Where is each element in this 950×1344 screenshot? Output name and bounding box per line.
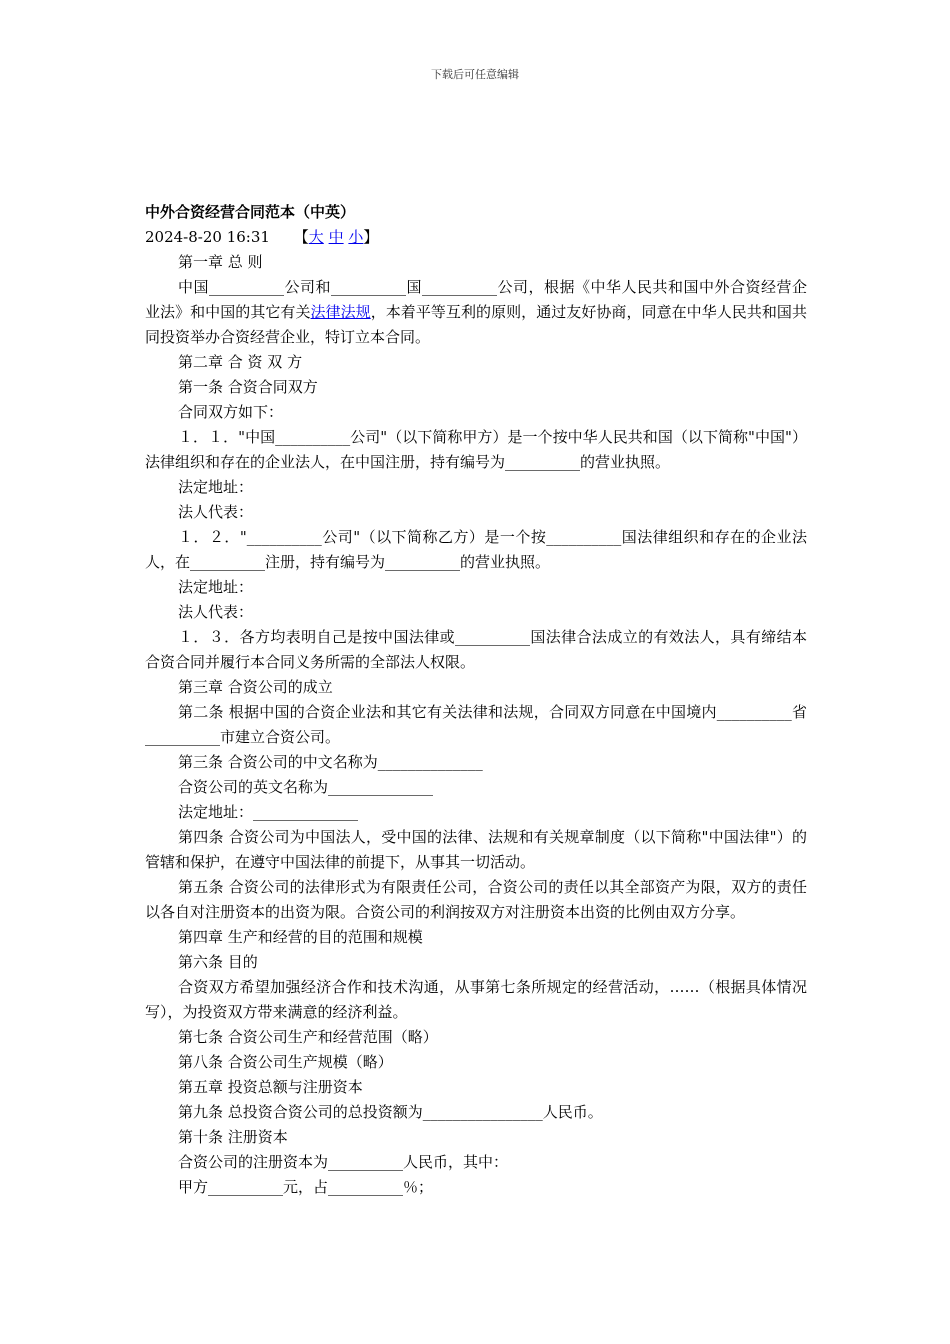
paragraph [145, 275, 807, 350]
clause-1-3: １．３．各方均表明自己是按中国法律或__________国法律合法成立的有效法人，具有缔结本合资合同并履行本合同义务所需的全部法人权限。 [145, 628, 807, 671]
chapter-1-heading: 第一章 总 则 [178, 253, 263, 271]
paragraph-text: ，本着平等互利的原则，通过友好协商，同意在中华人民共和国共同投资举办合资经营企业，特订立本合同。 [145, 303, 807, 346]
article-6-heading: 第六条 目的 [178, 953, 258, 971]
font-size-large-link[interactable]: 大 [308, 228, 324, 246]
article-4: 第四条 合资公司为中国法人，受中国的法律、法规和有关规章制度（以下简称"中国法律"）的管辖和保护，在遵守中国法律的前提下，从事其一切活动。 [145, 828, 807, 871]
article-5: 第五条 合资公司的法律形式为有限责任公司，合资公司的责任以其全部资产为限，双方的责任以各自对注册资本的出资为限。合资公司的利润按双方对注册资本出资的比例由双方分享。 [145, 878, 807, 921]
legal-address-label: 法定地址： [178, 478, 254, 496]
font-size-small-link[interactable]: 小 [348, 228, 364, 246]
clause-1-1: １．１．"中国__________公司"（以下简称甲方）是一个按中华人民共和国（以下简称"中国"）法律组织和存在的企业法人，在中国注册，持有编号为__________的营业执照。 [145, 428, 807, 471]
chapter-3-heading: 第三章 合资公司的成立 [178, 678, 333, 696]
legal-representative-label: 法人代表： [178, 603, 254, 621]
article-2: 第二条 根据中国的合资企业法和其它有关法律和法规，合同双方同意在中国境内__________省__________市建立合资公司。 [145, 703, 807, 746]
paragraph: 合同双方如下： [178, 403, 284, 421]
article-9: 第九条 总投资合资公司的总投资额为________________人民币。 [178, 1103, 603, 1121]
laws-regulations-link[interactable]: 法律法规 [310, 303, 371, 321]
party-a-capital-line: 甲方__________元，占__________％； [178, 1178, 434, 1196]
chapter-5-heading: 第五章 投资总额与注册资本 [178, 1078, 363, 1096]
article-6-body: 合资双方希望加强经济合作和技术沟通，从事第七条所规定的经营活动，……（根据具体情况写），为投资双方带来满意的经济利益。 [145, 978, 807, 1021]
chapter-4-heading: 第四章 生产和经营的目的范围和规模 [178, 928, 423, 946]
chapter-2-heading: 第二章 合 资 双 方 [178, 353, 303, 371]
english-name-line: 合资公司的英文名称为______________ [178, 778, 434, 796]
meta-line [145, 225, 807, 250]
paragraph-text: 中国__________公司和__________国__________公司，根据《中华人民共和国中外合资经营企业法》和中国的其它有关 [145, 278, 807, 321]
document-body [145, 200, 807, 1200]
article-10-heading: 第十条 注册资本 [178, 1128, 288, 1146]
font-size-medium-link[interactable]: 中 [328, 228, 344, 246]
document-title: 中外合资经营合同范本（中英） [145, 203, 356, 221]
legal-representative-label: 法人代表： [178, 503, 254, 521]
bracket-open: 【 [293, 228, 309, 246]
publish-datetime: 2024-8-20 16:31 [145, 228, 270, 246]
legal-address-line: 法定地址：______________ [178, 803, 359, 821]
article-7: 第七条 合资公司生产和经营范围（略） [178, 1028, 438, 1046]
registered-capital-line: 合资公司的注册资本为__________人民币，其中： [178, 1153, 509, 1171]
legal-address-label: 法定地址： [178, 578, 254, 596]
article-8: 第八条 合资公司生产规模（略） [178, 1053, 393, 1071]
article-1-heading: 第一条 合资合同双方 [178, 378, 318, 396]
clause-1-2: １．２．"__________公司"（以下简称乙方）是一个按__________国法律组织和存在的企业法人，在__________注册，持有编号为__________的营业执照。 [145, 528, 807, 571]
header-note: 下载后可任意编辑 [431, 68, 519, 81]
article-3: 第三条 合资公司的中文名称为______________ [178, 753, 483, 771]
bracket-close: 】 [363, 228, 379, 246]
